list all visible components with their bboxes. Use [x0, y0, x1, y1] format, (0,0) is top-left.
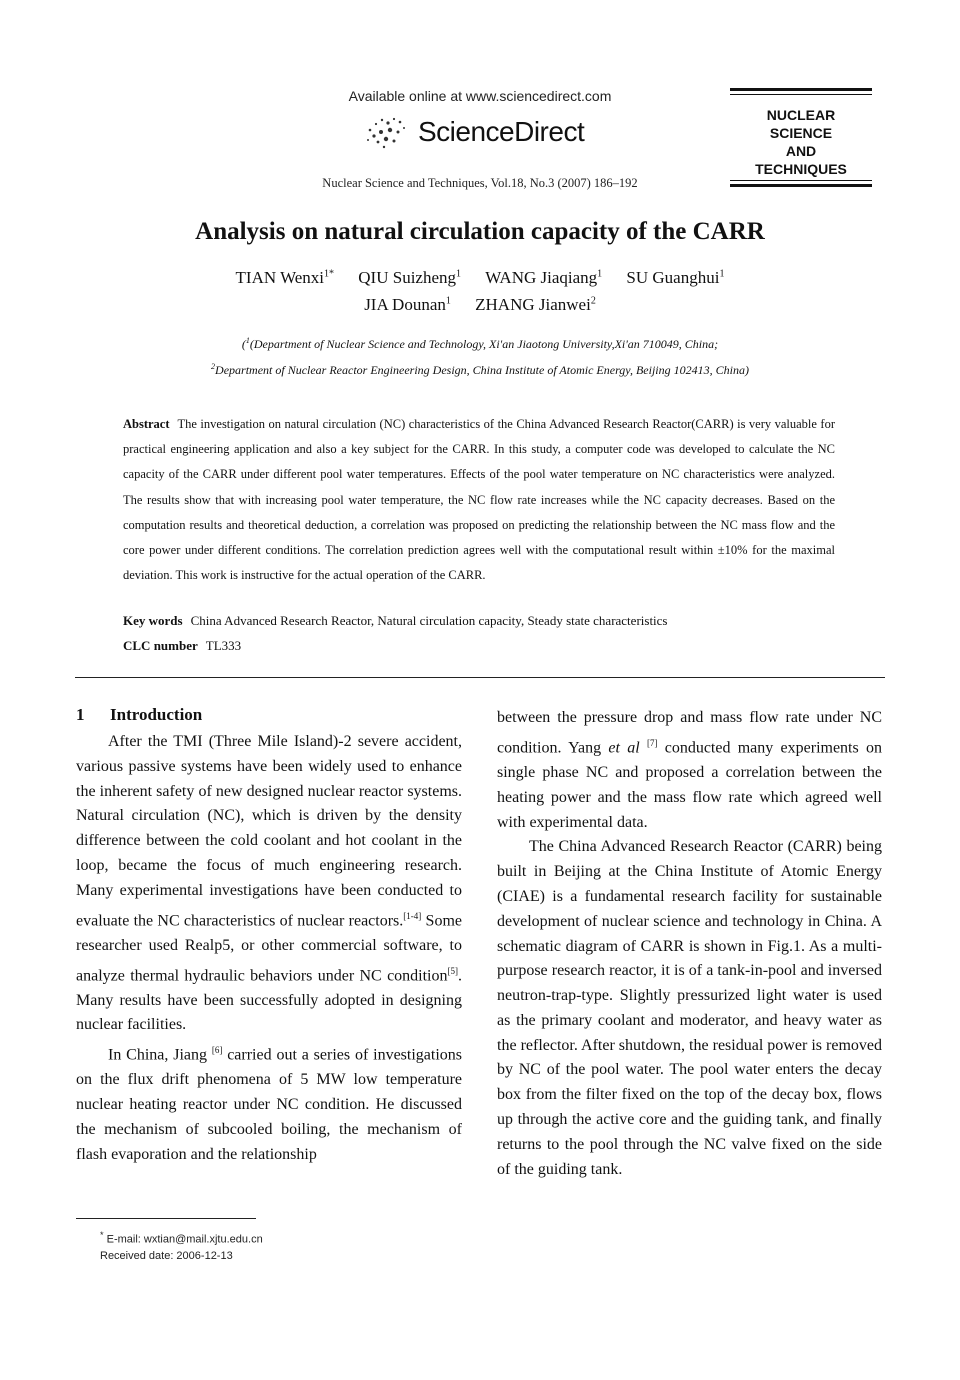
authors-line: [100, 268, 860, 288]
citation-ref[interactable]: [7]: [646, 737, 658, 748]
footnote-email: * E-mail: wxtian@mail.xjtu.edu.cn: [100, 1230, 263, 1246]
abstract-label: Abstract: [123, 417, 170, 431]
rule: [730, 88, 872, 91]
author: SU Guanghui$^1$: [626, 268, 725, 287]
keywords-text: China Advanced Research Reactor, Natural circulation capacity, Steady state characteristics: [190, 613, 668, 628]
left-column: [76, 730, 462, 1168]
citation-ref[interactable]: [5]: [447, 965, 458, 976]
paragraph: The China Advanced Research Reactor (CARR) being built in Beijing at the China Institute of Atomic Energy (CIAE) is a fundamental research facility for sustainable development of nuclear science and technology in China. A schematic diagram of CARR is shown in Fig.1. As a multi-purpose research reactor, it is of a tank-in-pool and inversed neutron-trap-type. Slightly pressurized light water is used as the primary coolant and moderator, and heavy water as the reflector. After shutdown, the residual power is removed by NC of the pool water. The pool water enters the decay box from the filter fixed on the top of the decay box, flows up through the active core and the guiding tank, and finally returns to the pool through the NC valve fixed on the side of the guiding tank.: [497, 838, 882, 1178]
sciencedirect-wordmark: ScienceDirect: [418, 116, 585, 147]
journal-name-line: AND: [785, 143, 817, 159]
author: ZHANG Jianwei$^2$: [475, 295, 596, 314]
journal-name-line: SCIENCE: [769, 125, 833, 141]
abstract: [123, 412, 835, 588]
clc-label: CLC number: [123, 638, 198, 653]
journal-name-box: [730, 88, 872, 188]
journal-name-line: NUCLEAR: [766, 107, 836, 123]
affiliation: ($^1$(Department of Nuclear Science and Technology, Xi'an Jiaotong University,Xi'an 710049, China;: [241, 336, 719, 351]
right-column: [497, 706, 882, 1182]
section-heading: [76, 705, 202, 725]
authors-line: [100, 295, 860, 315]
paper-title: Analysis on natural circulation capacity of the CARR: [195, 218, 765, 245]
author: QIU Suizheng$^1$: [358, 268, 462, 287]
paragraph: between the pressure drop and mass flow rate under NC condition. Yang et al [7] conducted many experiments on single phase NC and proposed a correlation between the heating power and the mass flow rate which agreed well with experimental data.: [497, 709, 882, 831]
clc-value: TL333: [205, 638, 242, 653]
clc-number: [123, 638, 835, 654]
rule: [730, 94, 872, 95]
footnote-received: Received date: 2006-12-13: [100, 1250, 233, 1262]
paragraph: In China, Jiang [6] carried out a series of investigations on the flux drift phenomena of 5 MW low temperature nuclear heating reactor under NC condition. He discussed the mechanism of subcooled boiling, the mechanism of flash evaporation and the relationship: [76, 1045, 463, 1163]
citation-ref[interactable]: [1-4]: [403, 910, 422, 921]
journal-name-line: TECHNIQUES: [755, 161, 847, 177]
rule: [730, 180, 872, 181]
section-title: Introduction: [110, 705, 203, 724]
journal-citation: Nuclear Science and Techniques, Vol.18, No.3 (2007) 186–192: [322, 176, 638, 190]
keywords-label: Key words: [123, 613, 183, 628]
section-number: 1: [76, 705, 85, 724]
citation-ref[interactable]: [6]: [211, 1045, 223, 1056]
affiliation-text: (Department of Nuclear Science and Technology, Xi'an Jiaotong University,Xi'an 710049, China;: [249, 337, 719, 351]
sciencedirect-dots-icon: [360, 114, 412, 152]
sciencedirect-logo[interactable]: [360, 112, 600, 152]
affiliation-text: Department of Nuclear Reactor Engineering Design, China Institute of Atomic Energy, Beijing 102413, China): [215, 363, 749, 377]
available-online-text: Available online at www.sciencedirect.com: [348, 88, 612, 104]
author: TIAN Wenxi$^{1*}$: [235, 268, 335, 287]
affiliation: $^2$Department of Nuclear Reactor Engineering Design, China Institute of Atomic Energy, Beijing 102413, China): [211, 362, 749, 377]
rule: [730, 184, 872, 187]
section-divider: [75, 677, 885, 678]
footnote-rule: [76, 1218, 256, 1219]
journal-name: [730, 106, 872, 178]
author: WANG Jiaqiang$^1$: [485, 268, 603, 287]
paragraph: After the TMI (Three Mile Island)-2 severe accident, various passive systems have been widely used to enhance the inherent safety of new designed nuclear reactor systems. Natural circulation (NC), which is driven by the density difference between the cold coolant and hot coolant in the loop, became the focus of much engineering research. Many experimental investigations have been conducted to evaluate the NC characteristics of nuclear reactors.[1-4] Some researcher used Realp5, or other commercial software, to analyze thermal hydraulic behaviors under NC condition[5]. Many results have been successfully adopted in designing nuclear facilities.: [76, 733, 463, 1034]
abstract-text: The investigation on natural circulation (NC) characteristics of the China Advanced Research Reactor(CARR) is very valuable for practical engineering application and also a key subject for the CARR. In this study, a computer code was developed to calculate the NC capacity of the CARR under different pool water temperatures. Effects of the pool water temperature on NC characteristics were analyzed. The results show that with increasing pool water temperature, the NC flow rate increases while the NC capacity decreases. Based on the computation results and theoretical deduction, a correlation was proposed on predicting the relationship between the NC mass flow and the core power under different conditions. The correlation prediction agrees well with the computational result within ±10% for the maximal deviation. This work is instructive for the actual operation of the CARR.: [123, 417, 835, 583]
email-link[interactable]: E-mail: wxtian@mail.xjtu.edu.cn: [106, 1233, 263, 1246]
author: JIA Dounan$^1$: [364, 295, 451, 314]
keywords: [123, 613, 835, 629]
